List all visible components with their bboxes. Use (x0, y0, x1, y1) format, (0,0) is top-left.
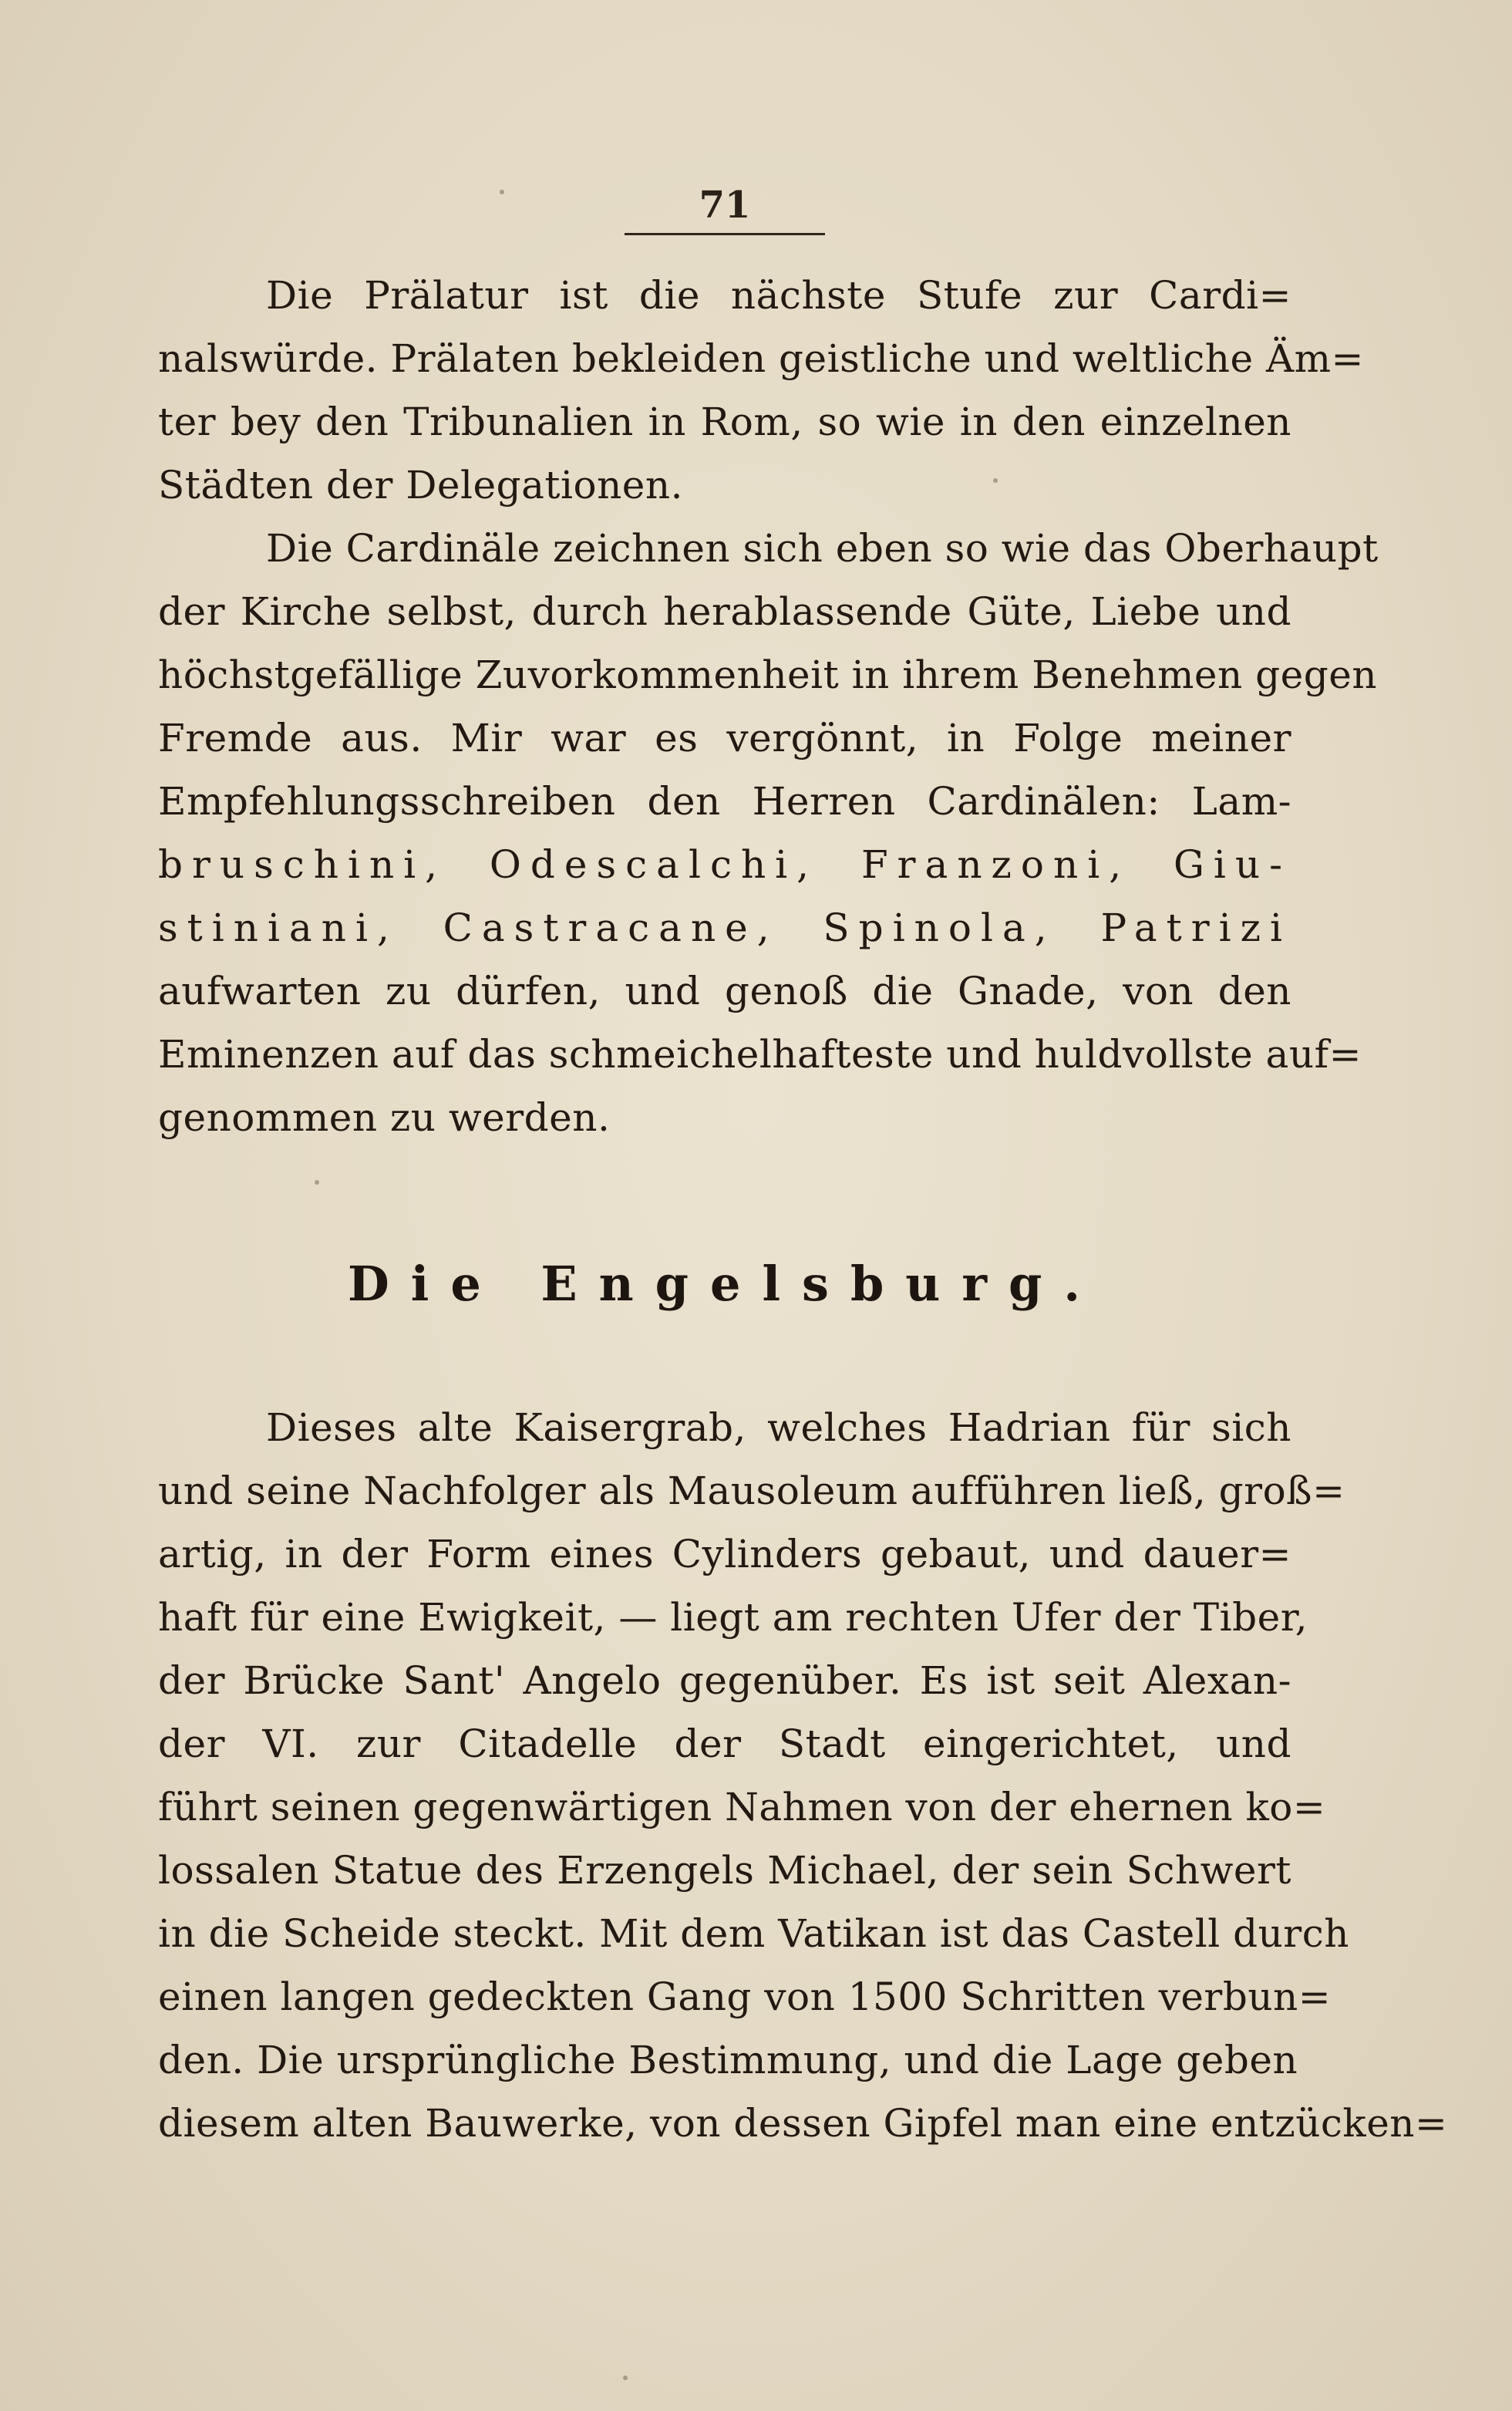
text-line: höchstgefällige Zuvorkommenheit in ihrem Benehmen gegen (158, 652, 1378, 697)
text-line: der Kirche selbst, durch herablassende Güte, Liebe und (158, 589, 1291, 634)
text-line: ter bey den Tribunalien in Rom, so wie in den einzelnen (158, 400, 1291, 444)
text-line: der VI. zur Citadelle der Stadt eingerichtet, und (158, 1721, 1291, 1766)
text-line: diesem alten Bauwerke, von dessen Gipfel man eine entzücken= (158, 2101, 1448, 2146)
text-line: Städten der Delegationen. (158, 463, 683, 507)
paragraph-prelature (158, 264, 1364, 517)
text-line: haft für eine Ewigkeit, — liegt am rechten Ufer der Tiber, (158, 1595, 1308, 1640)
text-line: und seine Nachfolger als Mausoleum aufführen ließ, groß= (158, 1469, 1345, 1513)
page-number: 71 (699, 184, 751, 227)
paper-speck (500, 190, 504, 194)
text-line: Empfehlungsschreiben den Herren Cardinälen: Lam- (158, 779, 1291, 824)
paper-speck (315, 1180, 319, 1185)
text-line: nalswürde. Prälaten bekleiden geistliche und weltliche Äm= (158, 336, 1364, 381)
text-line: Dieses alte Kaisergrab, welches Hadrian für sich (266, 1405, 1291, 1450)
paragraph-engelsburg (158, 1396, 1448, 2155)
text-line: der Brücke Sant' Angelo gegenüber. Es ist seit Alexan- (158, 1658, 1291, 1703)
text-line: aufwarten zu dürfen, und genoß die Gnade, von den (158, 969, 1291, 1013)
text-line: genommen zu werden. (158, 1095, 611, 1140)
paper-speck (993, 478, 998, 483)
text-line: den. Die ursprüngliche Bestimmung, und die Lage geben (158, 2038, 1298, 2082)
text-line: führt seinen gegenwärtigen Nahmen von der ehernen ko= (158, 1785, 1326, 1829)
paragraph-cardinals (158, 517, 1379, 1149)
text-line: Die Cardinäle zeichnen sich eben so wie das Oberhaupt (266, 526, 1379, 571)
text-line: Fremde aus. Mir war es vergönnt, in Folge meiner (158, 716, 1291, 760)
text-line: Eminenzen auf das schmeichelhafteste und huldvollste auf= (158, 1032, 1362, 1077)
page-number-rule (625, 233, 825, 235)
text-line: bruschini, Odescalchi, Franzoni, Giu- (158, 842, 1291, 887)
text-line: lossalen Statue des Erzengels Michael, der sein Schwert (158, 1848, 1291, 1893)
text-line: stiniani, Castracane, Spinola, Patrizi (158, 905, 1291, 950)
text-line: einen langen gedeckten Gang von 1500 Schritten verbun= (158, 1974, 1332, 2019)
text-line: Die Prälatur ist die nächste Stufe zur Cardi= (266, 273, 1291, 318)
paper-speck (623, 2376, 628, 2380)
text-line: in die Scheide steckt. Mit dem Vatikan ist das Castell durch (158, 1911, 1349, 1956)
text-line: artig, in der Form eines Cylinders gebaut, und dauer= (158, 1532, 1291, 1576)
section-heading: Die Engelsburg. (348, 1256, 1102, 1312)
